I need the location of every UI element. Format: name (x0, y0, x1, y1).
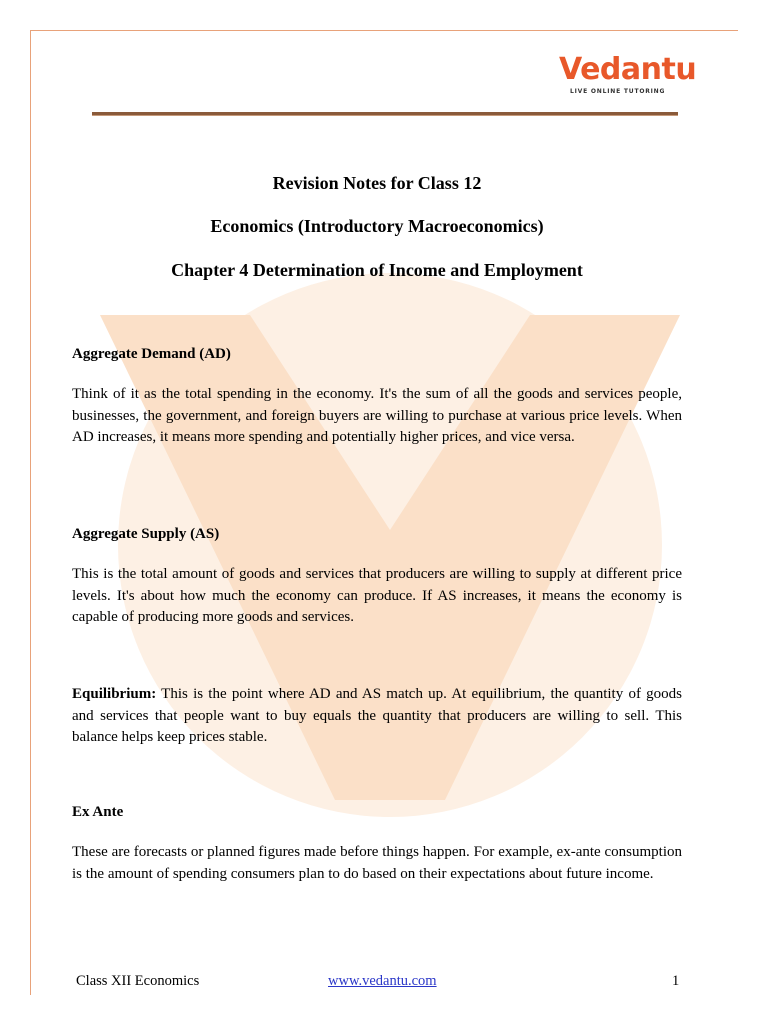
paragraph-aggregate-supply: This is the total amount of goods and services that producers are willing to supply at different price levels. It's about how much the economy can produce. If AS increases, it means the economy is capable of producing more goods and services. (72, 566, 682, 625)
heading-aggregate-demand: Aggregate Demand (AD) (72, 346, 231, 362)
doc-title-line-1: Revision Notes for Class 12 (272, 173, 482, 193)
paragraph-aggregate-demand: Think of it as the total spending in the economy. It's the sum of all the goods and services people, businesses, the government, and foreign buyers are willing to purchase at various price levels. When AD increases, it means more spending and potentially higher prices, and vice versa. (72, 386, 682, 445)
logo-tagline: LIVE ONLINE TUTORING (570, 88, 666, 95)
doc-title-line-3: Chapter 4 Determination of Income and Employment (171, 260, 583, 280)
term-equilibrium: Equilibrium: (72, 686, 157, 702)
equilibrium-text: This is the point where AD and AS match up. At equilibrium, the quantity of goods and services that people want to buy equals the quantity that producers are willing to sell. This balance helps keep prices stable. (72, 686, 683, 745)
paragraph-ex-ante: These are forecasts or planned figures made before things happen. For example, ex-ante consumption is the amount of spending consumers plan to do based on their expectations about future income. (72, 844, 682, 882)
footer-website-link[interactable]: www.vedantu.com (328, 973, 437, 989)
doc-title-line-2: Economics (Introductory Macroeconomics) (210, 216, 544, 236)
header-rule (92, 112, 678, 116)
heading-aggregate-supply: Aggregate Supply (AS) (72, 526, 220, 542)
footer-page-number: 1 (672, 973, 680, 989)
heading-ex-ante: Ex Ante (72, 804, 124, 820)
vedantu-logo[interactable] (555, 52, 697, 100)
paragraph-equilibrium (72, 684, 682, 749)
logo-wordmark: Vedantu (559, 52, 697, 87)
footer-class-label: Class XII Economics (76, 973, 200, 989)
